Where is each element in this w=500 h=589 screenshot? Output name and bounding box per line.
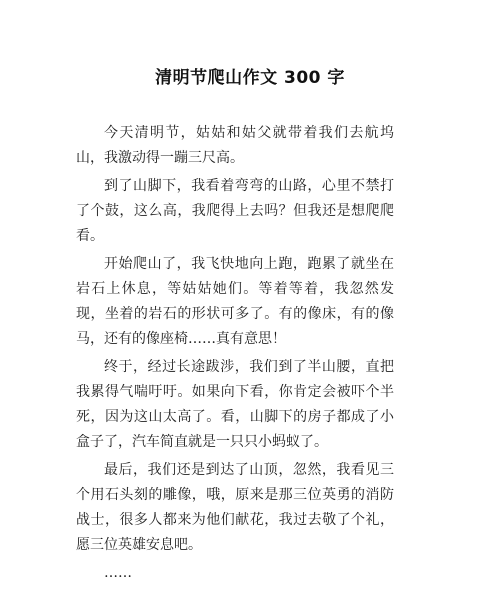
document-title: 清明节爬山作文 300 字 bbox=[155, 68, 345, 88]
paragraph: 到了山脚下，我看着弯弯的山路，心里不禁打了个鼓，这么高，我爬得上去吗？但我还是想爬爬看。 bbox=[76, 178, 394, 244]
ellipsis-paragraph: …… bbox=[104, 565, 132, 581]
paragraph: 终于，经过长途跋涉，我们到了半山腰，直把我累得气喘吁吁。如果向下看，你肯定会被吓个半死，因为这山太高了。看，山脚下的房子都成了小盒子了，汽车简直就是一只只小蚂蚁了。 bbox=[76, 359, 394, 450]
document-body bbox=[76, 121, 394, 589]
paragraph: 开始爬山了，我飞快地向上跑，跑累了就坐在岩石上休息，等姑姑她们。等着等着，我忽然发现，坐着的岩石的形状可多了。有的像床，有的像马，还有的像座椅……真有意思！ bbox=[76, 256, 394, 347]
paragraph: 最后，我们还是到达了山顶，忽然，我看见三个用石头刻的雕像，哦，原来是那三位英勇的消防战士，很多人都来为他们献花，我过去敬了个礼，愿三位英雄安息吧。 bbox=[76, 462, 394, 553]
paragraph: 今天清明节，姑姑和姑父就带着我们去航坞山，我激动得一蹦三尺高。 bbox=[76, 125, 394, 166]
